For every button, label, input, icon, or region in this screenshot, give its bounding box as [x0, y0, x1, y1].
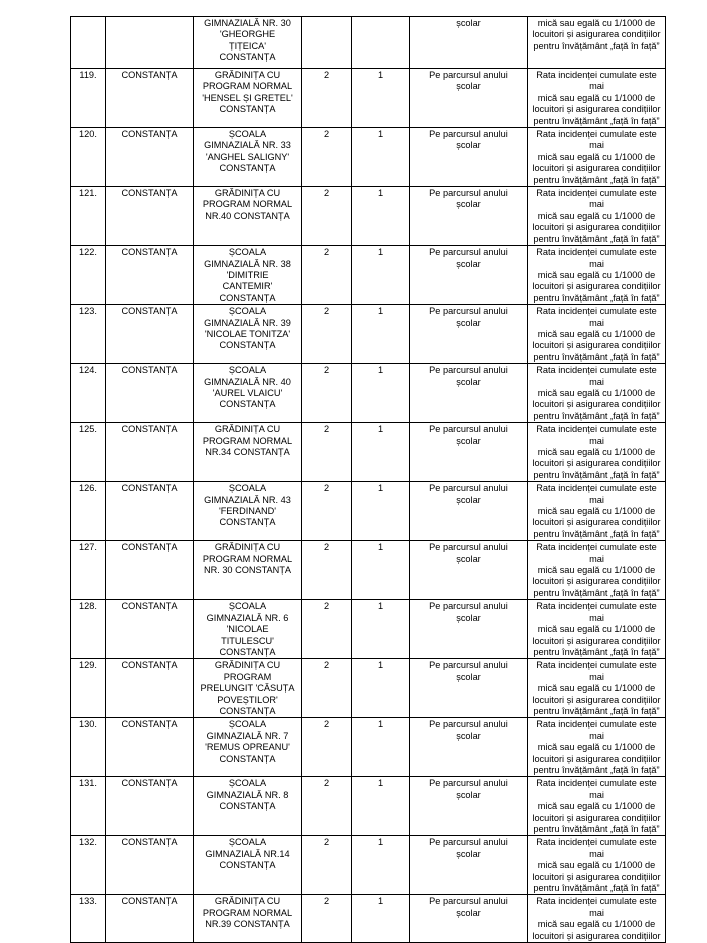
- county-cell: [106, 895, 194, 943]
- period-cell: [410, 128, 528, 187]
- value-b-cell: [352, 482, 410, 541]
- county-cell-text: CONSTANȚA: [121, 896, 178, 907]
- school-unit-cell-text: ȘCOALA GIMNAZIALĂ NR. 43 'FERDINAND' CONSTANȚA: [204, 483, 291, 528]
- row-number: [71, 246, 106, 305]
- school-unit-cell: [194, 659, 302, 718]
- row-number-text: 120.: [79, 129, 97, 140]
- period-cell-text: Pe parcursul anului școlar: [429, 247, 508, 269]
- school-unit-cell-text: ȘCOALA GIMNAZIALĂ NR. 40 'AUREL VLAICU' CONSTANȚA: [204, 365, 291, 410]
- school-unit-cell: [194, 17, 302, 69]
- condition-cell-text: Rata incidenței cumulate este mai mică sau egală cu 1/1000 de locuitori și asigurarea condițiilor pentru învățământ „față în față”: [532, 129, 661, 185]
- period-cell: [410, 600, 528, 659]
- table-row: [71, 600, 666, 659]
- value-a-cell-text: 2: [323, 483, 330, 494]
- value-a-cell: [302, 482, 352, 541]
- period-cell: [410, 895, 528, 943]
- county-cell-text: CONSTANȚA: [121, 129, 178, 140]
- row-number: [71, 541, 106, 600]
- value-a-cell: [302, 777, 352, 836]
- school-unit-cell-text: GRĂDINIȚA CU PROGRAM NORMAL NR.40 CONSTANȚA: [202, 188, 293, 221]
- value-a-cell: [302, 836, 352, 895]
- county-cell: [106, 541, 194, 600]
- table-row: [71, 423, 666, 482]
- row-number-text: 131.: [79, 778, 97, 789]
- value-b-cell: [352, 777, 410, 836]
- row-number-text: 119.: [79, 70, 97, 80]
- value-a-cell-text: 2: [323, 837, 330, 848]
- school-unit-cell-text: GRĂDINIȚA CU PROGRAM PRELUNGIT 'CĂSUȚA POVEȘTILOR' CONSTANȚA: [200, 660, 295, 716]
- county-cell: [106, 718, 194, 777]
- county-cell: [106, 659, 194, 718]
- county-cell: [106, 364, 194, 423]
- school-unit-cell-text: ȘCOALA GIMNAZIALĂ NR. 39 'NICOLAE TONITZA' CONSTANȚA: [204, 306, 291, 351]
- value-b-cell: [352, 305, 410, 364]
- condition-cell: [528, 246, 666, 305]
- county-cell-text: CONSTANȚA: [121, 70, 178, 80]
- period-cell-text: Pe parcursul anului școlar: [429, 660, 508, 682]
- value-a-cell-text: 2: [323, 306, 330, 317]
- county-cell: [106, 423, 194, 482]
- period-cell: [410, 364, 528, 423]
- period-cell-text: Pe parcursul anului școlar: [429, 129, 508, 151]
- row-number-text: 129.: [79, 660, 97, 671]
- value-a-cell: [302, 600, 352, 659]
- period-cell: [410, 17, 528, 69]
- condition-cell: [528, 836, 666, 895]
- value-b-cell: [352, 600, 410, 659]
- period-cell-text: Pe parcursul anului școlar: [429, 778, 508, 800]
- school-unit-cell: [194, 482, 302, 541]
- condition-cell-text: Rata incidenței cumulate este mai mică sau egală cu 1/1000 de locuitori și asigurarea condițiilor pentru învățământ „față în față”: [532, 542, 661, 598]
- condition-cell-text: Rata incidenței cumulate este mai mică sau egală cu 1/1000 de locuitori și asigurarea condițiilor pentru învățământ „față în față”: [532, 837, 661, 894]
- period-cell-text: Pe parcursul anului școlar: [429, 837, 508, 859]
- period-cell: [410, 482, 528, 541]
- table-row: [71, 246, 666, 305]
- county-cell: [106, 482, 194, 541]
- school-unit-cell: [194, 246, 302, 305]
- row-number-text: 125.: [79, 424, 97, 435]
- schools-table: [70, 16, 666, 943]
- row-number: [71, 600, 106, 659]
- row-number: [71, 128, 106, 187]
- county-cell: [106, 17, 194, 69]
- county-cell-text: CONSTANȚA: [121, 365, 178, 376]
- school-unit-cell-text: ȘCOALA GIMNAZIALĂ NR. 6 'NICOLAE TITULESCU' CONSTANȚA: [206, 601, 289, 657]
- school-unit-cell: [194, 187, 302, 246]
- county-cell: [106, 836, 194, 895]
- value-a-cell: [302, 305, 352, 364]
- county-cell-text: CONSTANȚA: [121, 247, 178, 258]
- school-unit-cell-text: ȘCOALA GIMNAZIALĂ NR. 7 'REMUS OPREANU' CONSTANȚA: [205, 719, 290, 764]
- value-b-cell: [352, 364, 410, 423]
- value-a-cell-text: 2: [323, 424, 330, 435]
- condition-cell-text: Rata incidenței cumulate este mai mică sau egală cu 1/1000 de locuitori și asigurarea condițiilor pentru învățământ „față în față”: [532, 601, 661, 657]
- value-a-cell-text: 2: [323, 129, 330, 140]
- value-a-cell: [302, 423, 352, 482]
- school-unit-cell: [194, 305, 302, 364]
- table-row: [71, 659, 666, 718]
- value-a-cell: [302, 69, 352, 128]
- value-b-cell-text: 1: [377, 424, 384, 435]
- row-number: [71, 718, 106, 777]
- county-cell: [106, 600, 194, 659]
- period-cell: [410, 305, 528, 364]
- condition-cell: [528, 777, 666, 836]
- period-cell-text: Pe parcursul anului școlar: [429, 306, 508, 328]
- condition-cell: [528, 305, 666, 364]
- table-row: [71, 482, 666, 541]
- condition-cell: [528, 128, 666, 187]
- school-unit-cell: [194, 718, 302, 777]
- value-a-cell-text: 2: [323, 601, 330, 612]
- school-unit-cell: [194, 69, 302, 128]
- value-b-cell-text: 1: [377, 483, 384, 494]
- row-number: [71, 305, 106, 364]
- value-b-cell: [352, 895, 410, 943]
- value-b-cell: [352, 423, 410, 482]
- value-a-cell-text: 2: [323, 70, 330, 80]
- school-unit-cell-text: GRĂDINIȚA CU PROGRAM NORMAL 'HENSEL ȘI GRETEL' CONSTANȚA: [202, 70, 293, 115]
- school-unit-cell-text: ȘCOALA GIMNAZIALĂ NR. 38 'DIMITRIE CANTEMIR' CONSTANȚA: [204, 247, 291, 303]
- period-cell: [410, 659, 528, 718]
- value-b-cell: [352, 69, 410, 128]
- row-number-text: 127.: [79, 542, 97, 553]
- condition-cell: [528, 187, 666, 246]
- county-cell: [106, 305, 194, 364]
- county-cell-text: CONSTANȚA: [121, 660, 178, 671]
- value-a-cell: [302, 895, 352, 943]
- table-row: [71, 128, 666, 187]
- row-number: [71, 187, 106, 246]
- county-cell-text: CONSTANȚA: [121, 542, 178, 553]
- condition-cell: [528, 423, 666, 482]
- row-number-text: 128.: [79, 601, 97, 612]
- row-number: [71, 659, 106, 718]
- school-unit-cell: [194, 423, 302, 482]
- period-cell: [410, 187, 528, 246]
- value-a-cell: [302, 17, 352, 69]
- table-row: [71, 187, 666, 246]
- table-body: [71, 17, 666, 943]
- period-cell-text: Pe parcursul anului școlar: [429, 70, 508, 92]
- period-cell-text: Pe parcursul anului școlar: [429, 188, 508, 210]
- condition-cell: [528, 600, 666, 659]
- value-b-cell-text: 1: [377, 719, 384, 730]
- row-number-text: 123.: [79, 306, 97, 317]
- county-cell-text: CONSTANȚA: [121, 778, 178, 789]
- condition-cell-text: Rata incidenței cumulate este mai mică sau egală cu 1/1000 de locuitori și asigurarea condițiilor pentru învățământ „față în față”: [532, 719, 661, 775]
- county-cell: [106, 777, 194, 836]
- school-unit-cell: [194, 364, 302, 423]
- value-a-cell-text: 2: [323, 365, 330, 376]
- value-a-cell: [302, 246, 352, 305]
- value-b-cell-text: 1: [377, 306, 384, 317]
- row-number: [71, 69, 106, 128]
- value-b-cell-text: 1: [377, 247, 384, 258]
- county-cell-text: CONSTANȚA: [121, 719, 178, 730]
- value-b-cell-text: 1: [377, 778, 384, 789]
- value-a-cell-text: 2: [323, 719, 330, 730]
- value-b-cell-text: 1: [377, 896, 384, 907]
- table-row: [71, 364, 666, 423]
- period-cell-text: Pe parcursul anului școlar: [429, 896, 508, 918]
- condition-cell: [528, 718, 666, 777]
- value-b-cell: [352, 187, 410, 246]
- condition-cell: [528, 895, 666, 943]
- value-b-cell-text: 1: [377, 188, 384, 199]
- value-a-cell-text: 2: [323, 896, 330, 907]
- period-cell: [410, 423, 528, 482]
- county-cell: [106, 69, 194, 128]
- value-b-cell: [352, 659, 410, 718]
- county-cell: [106, 187, 194, 246]
- value-a-cell-text: 2: [323, 660, 330, 671]
- school-unit-cell-text: ȘCOALA GIMNAZIALĂ NR. 33 'ANGHEL SALIGNY' CONSTANȚA: [204, 129, 291, 174]
- period-cell: [410, 69, 528, 128]
- school-unit-cell-text: GIMNAZIALĂ NR. 30 'GHEORGHE ȚIȚEICA' CONSTANȚA: [204, 18, 291, 63]
- value-a-cell-text: 2: [323, 778, 330, 789]
- condition-cell-text: mică sau egală cu 1/1000 de locuitori și asigurarea condițiilor pentru învățământ „față în față”: [532, 18, 661, 51]
- table-row: [71, 305, 666, 364]
- condition-cell: [528, 541, 666, 600]
- period-cell: [410, 777, 528, 836]
- period-cell: [410, 246, 528, 305]
- row-number: [71, 482, 106, 541]
- condition-cell-text: Rata incidenței cumulate este mai mică sau egală cu 1/1000 de locuitori și asigurarea condițiilor pentru învățământ „față în față”: [532, 247, 661, 303]
- row-number-text: 122.: [79, 247, 97, 258]
- row-number: [71, 364, 106, 423]
- school-unit-cell: [194, 600, 302, 659]
- value-a-cell: [302, 541, 352, 600]
- table-row: [71, 895, 666, 943]
- school-unit-cell: [194, 895, 302, 943]
- condition-cell-text: Rata incidenței cumulate este mai mică sau egală cu 1/1000 de locuitori și asigurarea condițiilor pentru învățământ „față în față”: [532, 424, 661, 480]
- value-b-cell-text: 1: [377, 837, 384, 848]
- condition-cell-text: Rata incidenței cumulate este mai mică sau egală cu 1/1000 de locuitori și asigurarea condițiilor pentru învățământ „față în față”: [532, 188, 661, 244]
- table-row: [71, 69, 666, 128]
- row-number-text: 124.: [79, 365, 97, 376]
- value-b-cell-text: 1: [377, 70, 384, 80]
- condition-cell-text: Rata incidenței cumulate este mai mică sau egală cu 1/1000 de locuitori și asigurarea condițiilor pentru învățământ „față în față”: [532, 70, 661, 126]
- period-cell-text: Pe parcursul anului școlar: [429, 719, 508, 741]
- value-b-cell: [352, 246, 410, 305]
- period-cell-text: Pe parcursul anului școlar: [429, 542, 508, 564]
- condition-cell-text: Rata incidenței cumulate este mai mică sau egală cu 1/1000 de locuitori și asigurarea condițiilor: [532, 896, 661, 941]
- period-cell-text: Pe parcursul anului școlar: [429, 601, 508, 623]
- value-b-cell: [352, 718, 410, 777]
- value-a-cell: [302, 364, 352, 423]
- school-unit-cell-text: GRĂDINIȚA CU PROGRAM NORMAL NR.39 CONSTANȚA: [202, 896, 293, 930]
- value-b-cell: [352, 541, 410, 600]
- period-cell-text: Pe parcursul anului școlar: [429, 424, 508, 446]
- row-number-text: 132.: [79, 837, 97, 848]
- row-number-text: 130.: [79, 719, 97, 730]
- county-cell: [106, 128, 194, 187]
- period-cell-text: școlar: [456, 18, 481, 28]
- county-cell-text: CONSTANȚA: [121, 483, 178, 494]
- condition-cell: [528, 69, 666, 128]
- condition-cell: [528, 482, 666, 541]
- row-number: [71, 423, 106, 482]
- condition-cell-text: Rata incidenței cumulate este mai mică sau egală cu 1/1000 de locuitori și asigurarea condițiilor pentru învățământ „față în față”: [532, 778, 661, 834]
- value-a-cell-text: 2: [323, 188, 330, 199]
- value-b-cell: [352, 128, 410, 187]
- value-a-cell: [302, 187, 352, 246]
- value-a-cell-text: 2: [323, 247, 330, 258]
- school-unit-cell: [194, 541, 302, 600]
- school-unit-cell-text: GRĂDINIȚA CU PROGRAM NORMAL NR.34 CONSTANȚA: [202, 424, 293, 457]
- county-cell-text: CONSTANȚA: [121, 837, 178, 848]
- table-row: [71, 836, 666, 895]
- county-cell-text: CONSTANȚA: [121, 306, 178, 317]
- value-b-cell-text: 1: [377, 542, 384, 553]
- row-number: [71, 836, 106, 895]
- row-number: [71, 895, 106, 943]
- value-b-cell-text: 1: [377, 365, 384, 376]
- table-row: [71, 17, 666, 69]
- school-unit-cell-text: ȘCOALA GIMNAZIALĂ NR. 8 CONSTANȚA: [206, 778, 289, 812]
- period-cell: [410, 836, 528, 895]
- row-number-text: 126.: [79, 483, 97, 494]
- condition-cell: [528, 364, 666, 423]
- condition-cell-text: Rata incidenței cumulate este mai mică sau egală cu 1/1000 de locuitori și asigurarea condițiilor pentru învățământ „față în față”: [532, 306, 661, 362]
- value-a-cell: [302, 128, 352, 187]
- value-b-cell-text: 1: [377, 660, 384, 671]
- value-a-cell: [302, 718, 352, 777]
- county-cell: [106, 246, 194, 305]
- county-cell-text: CONSTANȚA: [121, 188, 178, 199]
- county-cell-text: CONSTANȚA: [121, 424, 178, 435]
- row-number-text: 121.: [79, 188, 97, 199]
- period-cell: [410, 541, 528, 600]
- table-row: [71, 718, 666, 777]
- row-number-text: 133.: [79, 896, 97, 907]
- school-unit-cell: [194, 128, 302, 187]
- table-row: [71, 777, 666, 836]
- row-number: [71, 777, 106, 836]
- table-row: [71, 541, 666, 600]
- school-unit-cell: [194, 777, 302, 836]
- condition-cell-text: Rata incidenței cumulate este mai mică sau egală cu 1/1000 de locuitori și asigurarea condițiilor pentru învățământ „față în față”: [532, 483, 661, 539]
- condition-cell: [528, 17, 666, 69]
- school-unit-cell-text: GRĂDINIȚA CU PROGRAM NORMAL NR. 30 CONSTANȚA: [202, 542, 293, 576]
- value-b-cell: [352, 836, 410, 895]
- period-cell-text: Pe parcursul anului școlar: [429, 483, 508, 505]
- condition-cell: [528, 659, 666, 718]
- value-b-cell: [352, 17, 410, 69]
- school-unit-cell-text: ȘCOALA GIMNAZIALĂ NR.14 CONSTANȚA: [205, 837, 290, 871]
- value-a-cell-text: 2: [323, 542, 330, 553]
- county-cell-text: CONSTANȚA: [121, 601, 178, 612]
- condition-cell-text: Rata incidenței cumulate este mai mică sau egală cu 1/1000 de locuitori și asigurarea condițiilor pentru învățământ „față în față”: [532, 660, 661, 716]
- period-cell: [410, 718, 528, 777]
- row-number: [71, 17, 106, 69]
- condition-cell-text: Rata incidenței cumulate este mai mică sau egală cu 1/1000 de locuitori și asigurarea condițiilor pentru învățământ „față în față”: [532, 365, 661, 421]
- value-b-cell-text: 1: [377, 129, 384, 140]
- period-cell-text: Pe parcursul anului școlar: [429, 365, 508, 387]
- value-b-cell-text: 1: [377, 601, 384, 612]
- school-unit-cell: [194, 836, 302, 895]
- value-a-cell: [302, 659, 352, 718]
